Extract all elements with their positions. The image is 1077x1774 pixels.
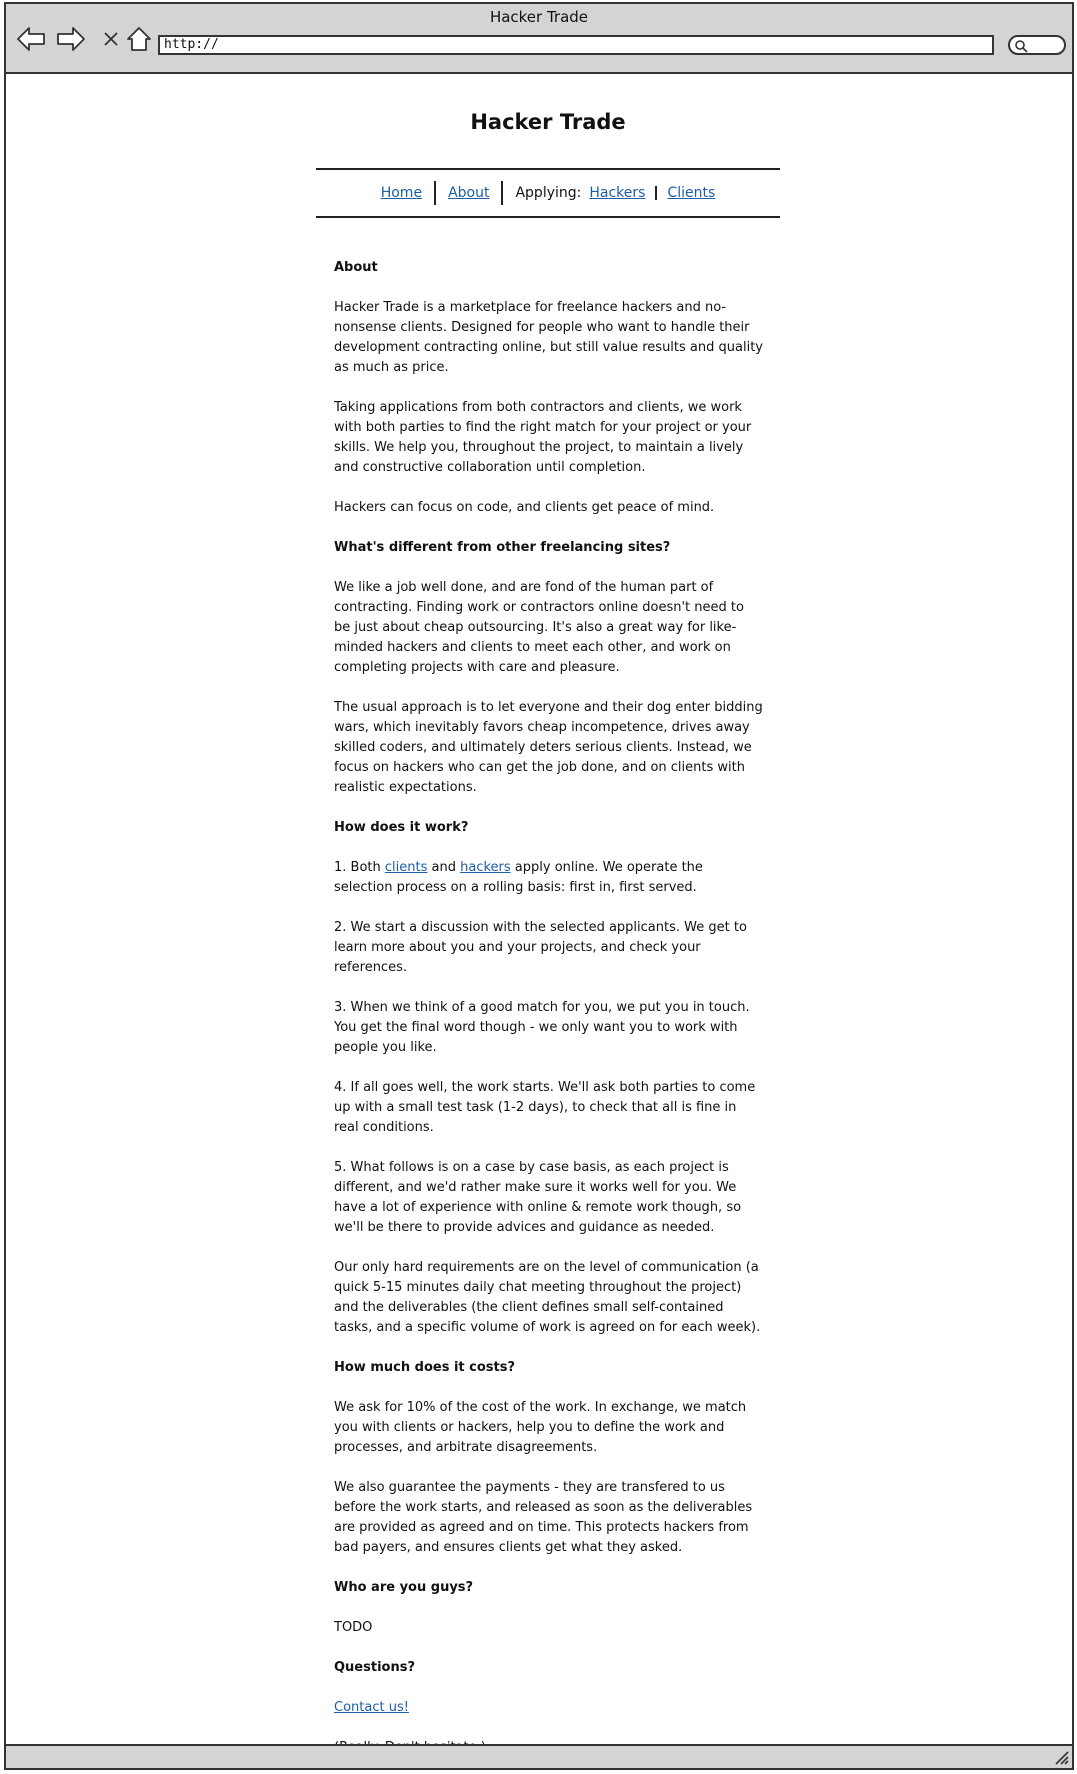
cost-heading: How much does it costs? bbox=[334, 1360, 516, 1375]
who-paragraph: TODO bbox=[334, 1620, 373, 1635]
contact-link[interactable]: Contact us! bbox=[334, 1700, 409, 1715]
about-paragraph-1: Hacker Trade is a marketplace for freelance hackers and no-nonsense clients. Designed for people who want to handle their development contracting online, but still value results and quality as much as price. bbox=[334, 300, 763, 375]
different-paragraph-1: We like a job well done, and are fond of the human part of contracting. Finding work or contractors online doesn't need to be just about cheap outsourcing. It's also a great way for like-minded hackers and clients to meet each other, and work on completing projects with care and pleasure. bbox=[334, 580, 744, 675]
different-paragraph-2: The usual approach is to let everyone and their dog enter bidding wars, which inevitably favors cheap incompetence, drives away skilled coders, and ultimately deters serious clients. Instead, we focus on hackers who can get the job done, and on clients with realistic expectations. bbox=[334, 700, 763, 795]
step-2: 2. We start a discussion with the selected applicants. We get to learn more about you and your projects, and check your references. bbox=[334, 920, 747, 975]
different-heading: What's different from other freelancing sites? bbox=[334, 540, 671, 555]
step-1-suffix: apply online. We operate the selection process on a rolling basis: first in, first served. bbox=[334, 860, 703, 895]
step-4: 4. If all goes well, the work starts. We'll ask both parties to come up with a small test task (1-2 days), to check that all is fine in real conditions. bbox=[334, 1080, 756, 1135]
search-icon bbox=[1014, 39, 1028, 53]
nav-divider bbox=[655, 186, 657, 200]
stop-icon[interactable] bbox=[96, 24, 126, 54]
back-arrow-icon[interactable] bbox=[16, 24, 46, 54]
step-1 bbox=[334, 858, 763, 898]
forward-arrow-icon[interactable] bbox=[56, 24, 86, 54]
who-heading: Who are you guys? bbox=[334, 1580, 474, 1595]
about-paragraph-3: Hackers can focus on code, and clients get peace of mind. bbox=[334, 500, 715, 515]
step-1-prefix: 1. Both bbox=[334, 860, 385, 875]
browser-window bbox=[4, 2, 1074, 1770]
questions-heading: Questions? bbox=[334, 1660, 415, 1675]
nav-about-link[interactable]: About bbox=[448, 185, 490, 201]
step-3: 3. When we think of a good match for you, we put you in touch. You get the final word though - we only want you to work with people you like. bbox=[334, 1000, 750, 1055]
nav-divider bbox=[434, 181, 436, 205]
page-content bbox=[316, 104, 780, 1774]
article-body bbox=[316, 258, 780, 1758]
home-icon[interactable] bbox=[124, 24, 154, 54]
how-heading: How does it work? bbox=[334, 820, 469, 835]
page-title: Hacker Trade bbox=[470, 110, 626, 134]
address-bar[interactable]: http:// bbox=[158, 35, 994, 55]
main-nav bbox=[316, 168, 780, 218]
nav-hackers-link[interactable]: Hackers bbox=[589, 185, 646, 201]
clients-apply-link[interactable]: clients bbox=[384, 860, 428, 875]
nav-clients-link[interactable]: Clients bbox=[667, 185, 716, 201]
requirements-paragraph: Our only hard requirements are on the level of communication (a quick 5-15 minutes daily chat meeting throughout the project) and the deliverables (the client defines small self-contained tasks, and a specific volume of work is agreed on for each week). bbox=[334, 1260, 761, 1335]
about-heading: About bbox=[334, 260, 378, 275]
nav-applying-label: Applying: bbox=[515, 185, 582, 201]
cost-paragraph-2: We also guarantee the payments - they are transfered to us before the work starts, and released as soon as the deliverables are provided as agreed and on time. This protects hackers from bad payers, and ensures clients get what they asked. bbox=[334, 1480, 753, 1555]
window-title: Hacker Trade bbox=[489, 8, 589, 26]
nav-home-link[interactable]: Home bbox=[380, 185, 423, 201]
browser-search-box[interactable] bbox=[1008, 35, 1066, 55]
about-paragraph-2: Taking applications from both contractors and clients, we work with both parties to find the right match for your project or your skills. We help you, throughout the project, to maintain a lively and constructive collaboration until completion. bbox=[334, 400, 752, 475]
status-bar bbox=[6, 1744, 1072, 1768]
nav-divider bbox=[501, 181, 503, 205]
resize-grip-icon[interactable] bbox=[1052, 1748, 1070, 1766]
cost-paragraph-1: We ask for 10% of the cost of the work. In exchange, we match you with clients or hackers, help you to define the work and processes, and arbitrate disagreements. bbox=[334, 1400, 747, 1455]
browser-chrome bbox=[6, 4, 1072, 74]
step-5: 5. What follows is on a case by case basis, as each project is different, and we'd rather make sure it works well for you. We have a lot of experience with online & remote work though, so we'll be there to provide advices and guidance as needed. bbox=[334, 1160, 742, 1235]
step-1-and: and bbox=[427, 860, 461, 875]
hackers-apply-link[interactable]: hackers bbox=[460, 860, 511, 875]
